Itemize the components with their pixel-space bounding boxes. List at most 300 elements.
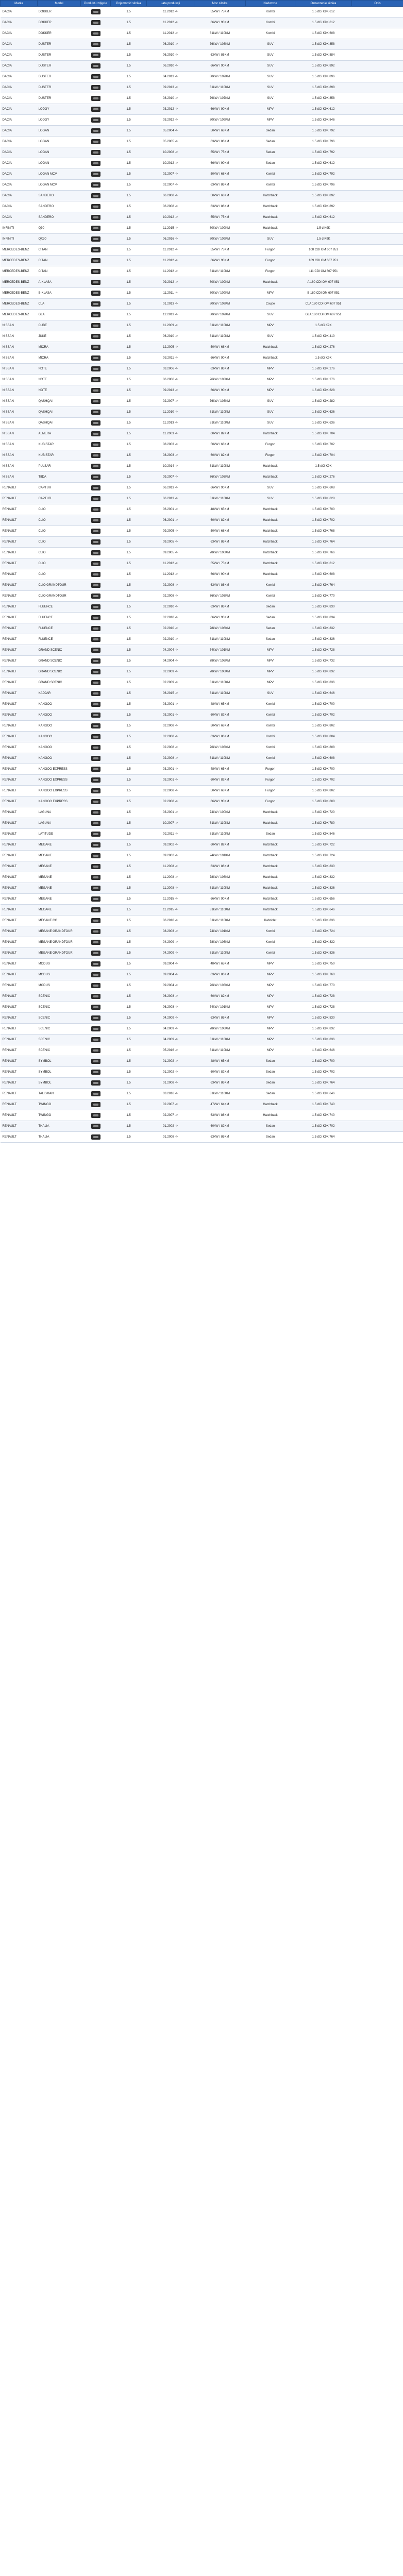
product-thumbnail[interactable] [91, 96, 100, 101]
product-thumbnail[interactable] [91, 767, 100, 772]
product-image-cell [81, 39, 111, 50]
capacity-cell: 1.5 [111, 310, 147, 320]
product-thumbnail[interactable] [91, 529, 100, 534]
engine-cell: 1.5 dCi K9K 836 [295, 677, 352, 688]
description-cell [352, 926, 403, 937]
capacity-cell: 1.5 [111, 959, 147, 970]
product-thumbnail[interactable] [91, 1048, 100, 1053]
product-thumbnail[interactable] [91, 810, 100, 815]
product-thumbnail[interactable] [91, 431, 100, 436]
power-cell: 48kW / 65KM [194, 699, 246, 710]
product-image-cell [81, 558, 111, 569]
table-row [1, 1013, 403, 1024]
product-thumbnail[interactable] [91, 74, 100, 79]
product-thumbnail[interactable] [91, 366, 100, 371]
model-cell: MEGANE [38, 840, 81, 851]
product-thumbnail[interactable] [91, 1026, 100, 1031]
product-thumbnail[interactable] [91, 312, 100, 317]
product-thumbnail[interactable] [91, 1015, 100, 1021]
table-row [1, 158, 403, 169]
product-thumbnail[interactable] [91, 832, 100, 837]
product-thumbnail[interactable] [91, 161, 100, 166]
brand-cell: MERCEDES-BENZ [1, 277, 38, 288]
product-thumbnail[interactable] [91, 172, 100, 177]
years-cell: 11.2012 -> [147, 256, 194, 266]
body-cell: Furgon [246, 764, 295, 775]
description-cell [352, 613, 403, 623]
power-cell: 81kW / 110KM [194, 634, 246, 645]
product-image-cell [81, 883, 111, 894]
capacity-cell: 1.5 [111, 851, 147, 861]
product-image-cell [81, 407, 111, 418]
product-thumbnail[interactable] [91, 561, 100, 566]
product-thumbnail[interactable] [91, 269, 100, 274]
model-cell: KANGOO EXPRESS [38, 786, 81, 796]
product-image-cell [81, 688, 111, 699]
product-thumbnail[interactable] [91, 139, 100, 144]
product-thumbnail[interactable] [91, 680, 100, 685]
product-image-cell [81, 851, 111, 861]
product-thumbnail[interactable] [91, 983, 100, 988]
power-cell: 80kW / 109KM [194, 234, 246, 245]
description-cell [352, 61, 403, 72]
engine-cell: 1.5 dCi K9K 830 [295, 602, 352, 613]
capacity-cell: 1.5 [111, 461, 147, 472]
product-thumbnail[interactable] [91, 777, 100, 783]
product-image-cell [81, 623, 111, 634]
product-thumbnail[interactable] [91, 648, 100, 653]
table-row [1, 504, 403, 515]
body-cell: SUV [246, 39, 295, 50]
product-thumbnail[interactable] [91, 723, 100, 728]
engine-cell: 1.5 dCi K9K 858 [295, 93, 352, 104]
product-thumbnail[interactable] [91, 994, 100, 999]
product-thumbnail[interactable] [91, 518, 100, 523]
description-cell [352, 82, 403, 93]
brand-cell: RENAULT [1, 558, 38, 569]
product-thumbnail[interactable] [91, 410, 100, 415]
engine-cell: 1.5 dCi K9K 702 [295, 515, 352, 526]
table-row [1, 450, 403, 461]
product-thumbnail[interactable] [91, 626, 100, 631]
product-thumbnail[interactable] [91, 258, 100, 263]
table-row [1, 840, 403, 851]
power-cell: 63kW / 86KM [194, 137, 246, 147]
power-cell: 78kW / 106KM [194, 656, 246, 667]
engine-cell: 1.5 dCi K9K 892 [295, 61, 352, 72]
engine-cell: 1.5 dCi K9K 646 [295, 1089, 352, 1099]
model-cell: TIIDA [38, 472, 81, 483]
model-cell: DOKKER [38, 28, 81, 39]
product-thumbnail[interactable] [91, 226, 100, 231]
product-thumbnail[interactable] [91, 9, 100, 14]
product-thumbnail[interactable] [91, 345, 100, 350]
product-thumbnail[interactable] [91, 961, 100, 967]
table-row [1, 364, 403, 375]
product-thumbnail[interactable] [91, 1113, 100, 1118]
product-thumbnail[interactable] [91, 875, 100, 880]
product-thumbnail[interactable] [91, 150, 100, 155]
product-thumbnail[interactable] [91, 1134, 100, 1140]
table-row [1, 234, 403, 245]
product-image-cell [81, 1132, 111, 1143]
body-cell: Sedan [246, 158, 295, 169]
product-thumbnail[interactable] [91, 236, 100, 242]
engine-cell: 1.5 dCi K9K 612 [295, 558, 352, 569]
body-cell: MPV [246, 288, 295, 299]
product-thumbnail[interactable] [91, 53, 100, 58]
product-thumbnail[interactable] [91, 713, 100, 718]
brand-cell: MERCEDES-BENZ [1, 266, 38, 277]
engine-cell: 1.5 dCi K9K 612 [295, 104, 352, 115]
product-thumbnail[interactable] [91, 637, 100, 642]
engine-cell: 1.5 dCi K9K 722 [295, 840, 352, 851]
years-cell: 11.2013 -> [147, 418, 194, 429]
table-row [1, 645, 403, 656]
brand-cell: RENAULT [1, 645, 38, 656]
product-thumbnail[interactable] [91, 85, 100, 90]
capacity-cell: 1.5 [111, 320, 147, 331]
brand-cell: RENAULT [1, 1013, 38, 1024]
brand-cell: RENAULT [1, 926, 38, 937]
product-thumbnail[interactable] [91, 215, 100, 220]
engine-cell: CLA 180 CDI OM 607 951 [295, 299, 352, 310]
description-cell [352, 1110, 403, 1121]
table-row [1, 483, 403, 494]
table-row [1, 266, 403, 277]
model-cell: TALISMAN [38, 1089, 81, 1099]
product-image-cell [81, 256, 111, 266]
brand-cell: RENAULT [1, 883, 38, 894]
body-cell: SUV [246, 396, 295, 407]
product-thumbnail[interactable] [91, 388, 100, 393]
product-thumbnail[interactable] [91, 377, 100, 382]
brand-cell: RENAULT [1, 732, 38, 742]
product-thumbnail[interactable] [91, 745, 100, 750]
product-thumbnail[interactable] [91, 420, 100, 426]
table-row [1, 342, 403, 353]
product-image-cell [81, 796, 111, 807]
description-cell [352, 1121, 403, 1132]
capacity-cell: 1.5 [111, 450, 147, 461]
brand-cell: DACIA [1, 115, 38, 126]
model-cell: MODUS [38, 959, 81, 970]
description-cell [352, 796, 403, 807]
body-cell: Sedan [246, 1132, 295, 1143]
power-cell: 55kW / 75KM [194, 245, 246, 256]
model-cell: DUSTER [38, 61, 81, 72]
description-cell [352, 656, 403, 667]
years-cell: 11.2012 -> [147, 28, 194, 39]
description-cell [352, 450, 403, 461]
description-cell [352, 472, 403, 483]
product-thumbnail[interactable] [91, 550, 100, 555]
product-thumbnail[interactable] [91, 193, 100, 198]
description-cell [352, 515, 403, 526]
product-image-cell [81, 331, 111, 342]
product-thumbnail[interactable] [91, 918, 100, 923]
product-thumbnail[interactable] [91, 572, 100, 577]
product-thumbnail[interactable] [91, 31, 100, 36]
body-cell: Furgon [246, 256, 295, 266]
body-cell: Hatchback [246, 861, 295, 872]
product-thumbnail[interactable] [91, 442, 100, 447]
product-thumbnail[interactable] [91, 474, 100, 480]
product-thumbnail[interactable] [91, 485, 100, 490]
product-image-cell [81, 72, 111, 82]
model-cell: KANGOO [38, 699, 81, 710]
product-image-cell [81, 364, 111, 375]
capacity-cell: 1.5 [111, 818, 147, 829]
body-cell: Hatchback [246, 883, 295, 894]
product-thumbnail[interactable] [91, 604, 100, 609]
power-cell: 74kW / 100KM [194, 807, 246, 818]
product-thumbnail[interactable] [91, 972, 100, 977]
product-image-cell [81, 786, 111, 796]
product-image-cell [81, 310, 111, 320]
power-cell: 63kW / 86KM [194, 201, 246, 212]
body-cell: Hatchback [246, 872, 295, 883]
product-image-cell [81, 861, 111, 872]
body-cell: Hatchback [246, 851, 295, 861]
product-thumbnail[interactable] [91, 1005, 100, 1010]
product-thumbnail[interactable] [91, 1070, 100, 1075]
model-cell: DUSTER [38, 82, 81, 93]
product-thumbnail[interactable] [91, 453, 100, 458]
product-thumbnail[interactable] [91, 864, 100, 869]
years-cell: 06.2003 -> [147, 1002, 194, 1013]
engine-cell: 1.5 dCi K9K 628 [295, 385, 352, 396]
table-row [1, 851, 403, 861]
table-row [1, 82, 403, 93]
product-thumbnail[interactable] [91, 702, 100, 707]
engine-cell: 1.5 dCi K9K 896 [295, 72, 352, 82]
engine-cell: A 180 CDI OM 607 951 [295, 277, 352, 288]
product-thumbnail[interactable] [91, 247, 100, 252]
product-thumbnail[interactable] [91, 301, 100, 307]
product-thumbnail[interactable] [91, 1091, 100, 1096]
table-row [1, 39, 403, 50]
capacity-cell: 1.5 [111, 1067, 147, 1078]
product-thumbnail[interactable] [91, 1102, 100, 1107]
product-thumbnail[interactable] [91, 799, 100, 804]
product-image-cell [81, 840, 111, 851]
model-cell: TWINGO [38, 1099, 81, 1110]
engine-cell: 1.5 dCi K9K 832 [295, 1024, 352, 1035]
product-thumbnail[interactable] [91, 291, 100, 296]
product-thumbnail[interactable] [91, 951, 100, 956]
years-cell: 03.2016 -> [147, 1089, 194, 1099]
product-thumbnail[interactable] [91, 583, 100, 588]
description-cell [352, 1002, 403, 1013]
power-cell: 55kW / 75KM [194, 558, 246, 569]
brand-cell: RENAULT [1, 634, 38, 645]
brand-cell: RENAULT [1, 591, 38, 602]
capacity-cell: 1.5 [111, 970, 147, 980]
body-cell: Hatchback [246, 277, 295, 288]
model-cell: SCENIC [38, 1035, 81, 1045]
capacity-cell: 1.5 [111, 1110, 147, 1121]
brand-cell: RENAULT [1, 764, 38, 775]
product-image-cell [81, 418, 111, 429]
brand-cell: MERCEDES-BENZ [1, 288, 38, 299]
capacity-cell: 1.5 [111, 537, 147, 548]
product-thumbnail[interactable] [91, 117, 100, 123]
table-row [1, 169, 403, 180]
product-thumbnail[interactable] [91, 821, 100, 826]
body-cell: Hatchback [246, 201, 295, 212]
description-cell [352, 677, 403, 688]
product-thumbnail[interactable] [91, 594, 100, 599]
product-thumbnail[interactable] [91, 107, 100, 112]
body-cell: Kombi [246, 753, 295, 764]
product-thumbnail[interactable] [91, 691, 100, 696]
description-cell [352, 753, 403, 764]
product-image-cell [81, 1078, 111, 1089]
years-cell: 01.2002 -> [147, 1121, 194, 1132]
description-cell [352, 732, 403, 742]
power-cell: 76kW / 103KM [194, 742, 246, 753]
product-thumbnail[interactable] [91, 464, 100, 469]
power-cell: 80kW / 109KM [194, 299, 246, 310]
body-cell: Kombi [246, 169, 295, 180]
engine-cell: 1.5 dCi K9K 608 [295, 28, 352, 39]
engine-cell: 1.5 dCi K9K 636 [295, 407, 352, 418]
table-row [1, 537, 403, 548]
model-cell: MODUS [38, 980, 81, 991]
product-thumbnail[interactable] [91, 539, 100, 545]
years-cell: 04.2009 -> [147, 1024, 194, 1035]
years-cell: 02.2008 -> [147, 786, 194, 796]
table-row [1, 775, 403, 786]
body-cell: MPV [246, 1013, 295, 1024]
product-thumbnail[interactable] [91, 42, 100, 47]
product-thumbnail[interactable] [91, 399, 100, 404]
engine-cell: 1.5 dCi K9K 740 [295, 1110, 352, 1121]
body-cell: Hatchback [246, 1099, 295, 1110]
product-thumbnail[interactable] [91, 204, 100, 209]
body-cell: Hatchback [246, 342, 295, 353]
engine-cell: 1.5 dCi K9K 700 [295, 1056, 352, 1067]
product-image-cell [81, 894, 111, 905]
product-thumbnail[interactable] [91, 842, 100, 848]
product-thumbnail[interactable] [91, 1059, 100, 1064]
years-cell: 09.2005 -> [147, 537, 194, 548]
description-cell [352, 256, 403, 266]
model-cell: FLUENCE [38, 613, 81, 623]
header-row [1, 1, 403, 7]
years-cell: 03.2001 -> [147, 775, 194, 786]
product-thumbnail[interactable] [91, 756, 100, 761]
model-cell: LOGAN MCV [38, 169, 81, 180]
product-thumbnail[interactable] [91, 1080, 100, 1086]
model-cell: QX30 [38, 234, 81, 245]
product-thumbnail[interactable] [91, 669, 100, 674]
capacity-cell: 1.5 [111, 7, 147, 18]
capacity-cell: 1.5 [111, 288, 147, 299]
product-image-cell [81, 613, 111, 623]
capacity-cell: 1.5 [111, 916, 147, 926]
description-cell [352, 1024, 403, 1035]
product-image-cell [81, 1024, 111, 1035]
engine-cell: 1.5 dCi K9K 846 [295, 115, 352, 126]
years-cell: 11.2012 -> [147, 266, 194, 277]
engine-cell: 1.5 dCi K9K 702 [295, 439, 352, 450]
product-thumbnail[interactable] [91, 507, 100, 512]
product-thumbnail[interactable] [91, 1124, 100, 1129]
brand-cell: RENAULT [1, 980, 38, 991]
body-cell: Hatchback [246, 353, 295, 364]
table-row [1, 299, 403, 310]
engine-cell: 1.5 dCi K9K 628 [295, 494, 352, 504]
brand-cell: RENAULT [1, 613, 38, 623]
capacity-cell: 1.5 [111, 1056, 147, 1067]
product-image-cell [81, 721, 111, 732]
product-image-cell [81, 991, 111, 1002]
description-cell [352, 39, 403, 50]
power-cell: 81kW / 110KM [194, 82, 246, 93]
product-image-cell [81, 591, 111, 602]
brand-cell: RENAULT [1, 667, 38, 677]
product-thumbnail[interactable] [91, 734, 100, 739]
product-thumbnail[interactable] [91, 182, 100, 188]
product-image-cell [81, 212, 111, 223]
product-thumbnail[interactable] [91, 929, 100, 934]
brand-cell: NISSAN [1, 461, 38, 472]
years-cell: 02.2008 -> [147, 580, 194, 591]
product-thumbnail[interactable] [91, 355, 100, 361]
engine-cell: 1.5 dCi K9K 608 [295, 569, 352, 580]
model-cell: DOKKER [38, 7, 81, 18]
model-cell: SANDERO [38, 201, 81, 212]
product-thumbnail[interactable] [91, 658, 100, 664]
years-cell: 02.2007 -> [147, 1099, 194, 1110]
body-cell: Sedan [246, 1056, 295, 1067]
product-thumbnail[interactable] [91, 20, 100, 25]
product-thumbnail[interactable] [91, 280, 100, 285]
years-cell: 02.2008 -> [147, 796, 194, 807]
product-thumbnail[interactable] [91, 496, 100, 501]
description-cell [352, 504, 403, 515]
body-cell: Kombi [246, 721, 295, 732]
product-thumbnail[interactable] [91, 334, 100, 339]
product-thumbnail[interactable] [91, 788, 100, 793]
description-cell [352, 861, 403, 872]
product-thumbnail[interactable] [91, 615, 100, 620]
product-thumbnail[interactable] [91, 63, 100, 69]
body-cell: Hatchback [246, 1110, 295, 1121]
engine-cell: 1.5 dCi K9K 770 [295, 591, 352, 602]
table-row [1, 320, 403, 331]
model-cell: CLA [38, 299, 81, 310]
description-cell [352, 299, 403, 310]
power-cell: 78kW / 106KM [194, 623, 246, 634]
capacity-cell: 1.5 [111, 1078, 147, 1089]
model-cell: KANGOO [38, 721, 81, 732]
power-cell: 60kW / 82KM [194, 710, 246, 721]
product-thumbnail[interactable] [91, 907, 100, 912]
body-cell: Hatchback [246, 818, 295, 829]
product-thumbnail[interactable] [91, 896, 100, 902]
table-row [1, 1132, 403, 1143]
product-thumbnail[interactable] [91, 1037, 100, 1042]
product-thumbnail[interactable] [91, 886, 100, 891]
product-thumbnail[interactable] [91, 940, 100, 945]
product-thumbnail[interactable] [91, 323, 100, 328]
body-cell: Kombi [246, 742, 295, 753]
product-thumbnail[interactable] [91, 853, 100, 858]
product-thumbnail[interactable] [91, 128, 100, 133]
